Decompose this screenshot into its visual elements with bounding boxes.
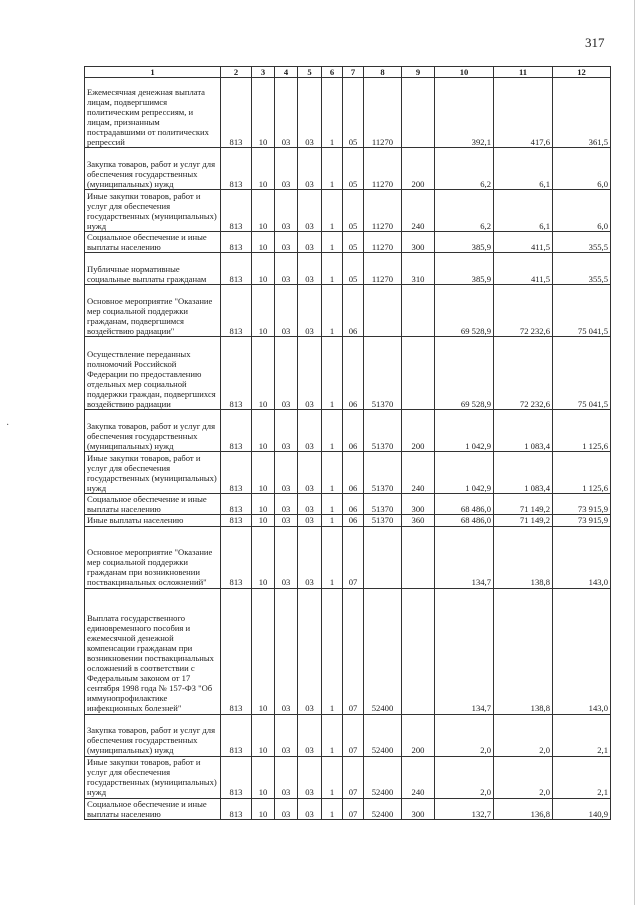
cell-direction: 11270 <box>364 253 402 285</box>
cell-amount-2020: 136,8 <box>494 798 553 819</box>
scan-dot: · <box>6 420 10 431</box>
cell-subsection: 10 <box>252 714 275 756</box>
cell-amount-2019: 2,0 <box>435 756 494 798</box>
cell-expense-type <box>402 285 435 337</box>
cell-type: 1 <box>322 494 343 515</box>
cell-type: 1 <box>322 78 343 148</box>
cell-amount-2019: 68 486,0 <box>435 515 494 526</box>
cell-expense-type: 300 <box>402 798 435 819</box>
cell-expense-type: 240 <box>402 756 435 798</box>
cell-amount-2020: 138,8 <box>494 526 553 588</box>
cell-subsection: 10 <box>252 515 275 526</box>
cell-amount-2020: 2,0 <box>494 714 553 756</box>
cell-section: 813 <box>221 78 252 148</box>
cell-amount-2019: 392,1 <box>435 78 494 148</box>
cell-subprogram: 03 <box>298 232 322 253</box>
table-row <box>85 410 611 452</box>
cell-subprogram: 03 <box>298 452 322 494</box>
cell-section: 813 <box>221 798 252 819</box>
cell-direction <box>364 526 402 588</box>
cell-direction: 11270 <box>364 148 402 190</box>
cell-type: 1 <box>322 190 343 232</box>
cell-event: 06 <box>343 494 364 515</box>
cell-amount-2020: 72 232,6 <box>494 337 553 410</box>
cell-type: 1 <box>322 588 343 714</box>
cell-program: 03 <box>275 78 298 148</box>
cell-amount-2019: 134,7 <box>435 588 494 714</box>
cell-subsection: 10 <box>252 410 275 452</box>
cell-event: 06 <box>343 515 364 526</box>
cell-name: Выплата государственного единовременного пособия и ежемесячной денежной компенсации гражданам при возникновении поствакцинальных осложнений в соответствии с Федеральным законом от 17 сентября 1998 года № 157-ФЗ "Об иммунопрофилактике инфекционных болезней" <box>85 588 221 714</box>
cell-amount-2019: 6,2 <box>435 148 494 190</box>
cell-subprogram: 03 <box>298 588 322 714</box>
cell-amount-2020: 71 149,2 <box>494 515 553 526</box>
cell-direction: 51370 <box>364 494 402 515</box>
cell-subsection: 10 <box>252 798 275 819</box>
table-row <box>85 798 611 819</box>
cell-expense-type: 300 <box>402 232 435 253</box>
cell-expense-type <box>402 337 435 410</box>
cell-amount-2020: 6,1 <box>494 190 553 232</box>
cell-amount-2020: 138,8 <box>494 588 553 714</box>
cell-direction: 52400 <box>364 798 402 819</box>
cell-subprogram: 03 <box>298 515 322 526</box>
cell-expense-type: 360 <box>402 515 435 526</box>
cell-type: 1 <box>322 285 343 337</box>
table-row <box>85 190 611 232</box>
cell-subprogram: 03 <box>298 253 322 285</box>
table-body <box>85 78 611 820</box>
cell-amount-2020: 2,0 <box>494 756 553 798</box>
cell-name: Закупка товаров, работ и услуг для обеспечения государственных (муниципальных) нужд <box>85 148 221 190</box>
table-row <box>85 515 611 526</box>
cell-expense-type <box>402 526 435 588</box>
cell-section: 813 <box>221 756 252 798</box>
cell-subprogram: 03 <box>298 190 322 232</box>
cell-section: 813 <box>221 232 252 253</box>
column-header-2: 2 <box>221 67 252 78</box>
cell-name: Ежемесячная денежная выплата лицам, подвергшимся политическим репрессиям, и лицам, признанным пострадавшими от политических репрессий <box>85 78 221 148</box>
cell-amount-2019: 6,2 <box>435 190 494 232</box>
column-header-12: 12 <box>553 67 611 78</box>
table-row <box>85 452 611 494</box>
cell-section: 813 <box>221 452 252 494</box>
cell-type: 1 <box>322 148 343 190</box>
cell-subprogram: 03 <box>298 714 322 756</box>
cell-amount-2021: 2,1 <box>553 756 611 798</box>
cell-subprogram: 03 <box>298 148 322 190</box>
cell-amount-2020: 417,6 <box>494 78 553 148</box>
cell-subsection: 10 <box>252 526 275 588</box>
cell-amount-2021: 73 915,9 <box>553 494 611 515</box>
cell-amount-2021: 75 041,5 <box>553 285 611 337</box>
table-row <box>85 148 611 190</box>
cell-event: 05 <box>343 253 364 285</box>
cell-type: 1 <box>322 232 343 253</box>
cell-section: 813 <box>221 410 252 452</box>
cell-direction <box>364 285 402 337</box>
cell-program: 03 <box>275 798 298 819</box>
table-row <box>85 337 611 410</box>
cell-direction: 11270 <box>364 232 402 253</box>
cell-subsection: 10 <box>252 232 275 253</box>
cell-amount-2021: 355,5 <box>553 232 611 253</box>
cell-amount-2019: 1 042,9 <box>435 410 494 452</box>
cell-amount-2019: 1 042,9 <box>435 452 494 494</box>
cell-name: Иные выплаты населению <box>85 515 221 526</box>
cell-program: 03 <box>275 148 298 190</box>
cell-event: 06 <box>343 337 364 410</box>
cell-amount-2020: 1 083,4 <box>494 410 553 452</box>
cell-program: 03 <box>275 714 298 756</box>
cell-program: 03 <box>275 190 298 232</box>
cell-subsection: 10 <box>252 285 275 337</box>
cell-expense-type <box>402 588 435 714</box>
cell-amount-2020: 6,1 <box>494 148 553 190</box>
cell-type: 1 <box>322 526 343 588</box>
column-header-7: 7 <box>343 67 364 78</box>
cell-subprogram: 03 <box>298 410 322 452</box>
cell-expense-type <box>402 78 435 148</box>
table-header-row <box>85 67 611 78</box>
cell-expense-type: 200 <box>402 410 435 452</box>
cell-subprogram: 03 <box>298 285 322 337</box>
cell-section: 813 <box>221 588 252 714</box>
cell-amount-2021: 73 915,9 <box>553 515 611 526</box>
cell-amount-2021: 361,5 <box>553 78 611 148</box>
column-header-5: 5 <box>298 67 322 78</box>
cell-section: 813 <box>221 337 252 410</box>
cell-event: 07 <box>343 526 364 588</box>
cell-amount-2021: 143,0 <box>553 526 611 588</box>
cell-direction: 51370 <box>364 452 402 494</box>
cell-type: 1 <box>322 410 343 452</box>
cell-type: 1 <box>322 253 343 285</box>
cell-subprogram: 03 <box>298 526 322 588</box>
cell-amount-2019: 132,7 <box>435 798 494 819</box>
cell-name: Социальное обеспечение и иные выплаты населению <box>85 798 221 819</box>
cell-subprogram: 03 <box>298 756 322 798</box>
cell-event: 07 <box>343 588 364 714</box>
cell-program: 03 <box>275 232 298 253</box>
budget-table <box>84 66 611 820</box>
cell-section: 813 <box>221 148 252 190</box>
cell-name: Иные закупки товаров, работ и услуг для обеспечения государственных (муниципальных) нужд <box>85 452 221 494</box>
table-row <box>85 714 611 756</box>
page-number: 317 <box>585 35 605 50</box>
cell-subsection: 10 <box>252 337 275 410</box>
cell-subsection: 10 <box>252 78 275 148</box>
column-header-1: 1 <box>85 67 221 78</box>
cell-direction: 51370 <box>364 515 402 526</box>
cell-subsection: 10 <box>252 494 275 515</box>
cell-event: 06 <box>343 452 364 494</box>
cell-subprogram: 03 <box>298 798 322 819</box>
cell-program: 03 <box>275 588 298 714</box>
table-row <box>85 756 611 798</box>
table-row <box>85 588 611 714</box>
cell-type: 1 <box>322 515 343 526</box>
cell-amount-2019: 68 486,0 <box>435 494 494 515</box>
table-row <box>85 526 611 588</box>
cell-amount-2021: 6,0 <box>553 190 611 232</box>
cell-program: 03 <box>275 452 298 494</box>
cell-amount-2019: 69 528,9 <box>435 285 494 337</box>
cell-amount-2021: 6,0 <box>553 148 611 190</box>
cell-event: 07 <box>343 756 364 798</box>
cell-program: 03 <box>275 337 298 410</box>
table-row <box>85 78 611 148</box>
table-row <box>85 253 611 285</box>
cell-direction: 52400 <box>364 756 402 798</box>
cell-type: 1 <box>322 798 343 819</box>
column-header-3: 3 <box>252 67 275 78</box>
cell-expense-type: 240 <box>402 190 435 232</box>
scan-edge-line <box>634 0 635 905</box>
cell-event: 05 <box>343 148 364 190</box>
cell-direction: 52400 <box>364 588 402 714</box>
cell-name: Основное мероприятие "Оказание мер социальной поддержки гражданам при возникновении поствакцинальных осложнений" <box>85 526 221 588</box>
table-row <box>85 232 611 253</box>
cell-section: 813 <box>221 515 252 526</box>
cell-subsection: 10 <box>252 756 275 798</box>
cell-event: 05 <box>343 232 364 253</box>
cell-expense-type: 300 <box>402 494 435 515</box>
cell-section: 813 <box>221 253 252 285</box>
cell-amount-2020: 411,5 <box>494 232 553 253</box>
cell-direction: 51370 <box>364 337 402 410</box>
cell-amount-2021: 355,5 <box>553 253 611 285</box>
cell-expense-type: 240 <box>402 452 435 494</box>
cell-name: Публичные нормативные социальные выплаты гражданам <box>85 253 221 285</box>
cell-name: Осуществление переданных полномочий Российской Федерации по предоставлению отдельных мер социальной поддержки граждан, подвергшихся воздействию радиации <box>85 337 221 410</box>
cell-program: 03 <box>275 410 298 452</box>
cell-subsection: 10 <box>252 253 275 285</box>
cell-program: 03 <box>275 526 298 588</box>
cell-expense-type: 200 <box>402 714 435 756</box>
cell-type: 1 <box>322 714 343 756</box>
cell-name: Закупка товаров, работ и услуг для обеспечения государственных (муниципальных) нужд <box>85 410 221 452</box>
column-header-4: 4 <box>275 67 298 78</box>
cell-subsection: 10 <box>252 190 275 232</box>
cell-amount-2020: 1 083,4 <box>494 452 553 494</box>
cell-name: Социальное обеспечение и иные выплаты населению <box>85 232 221 253</box>
cell-amount-2019: 385,9 <box>435 253 494 285</box>
cell-amount-2021: 75 041,5 <box>553 337 611 410</box>
cell-event: 05 <box>343 190 364 232</box>
cell-type: 1 <box>322 756 343 798</box>
cell-program: 03 <box>275 515 298 526</box>
column-header-9: 9 <box>402 67 435 78</box>
cell-subsection: 10 <box>252 148 275 190</box>
cell-subprogram: 03 <box>298 494 322 515</box>
cell-program: 03 <box>275 253 298 285</box>
cell-direction: 11270 <box>364 78 402 148</box>
cell-amount-2021: 2,1 <box>553 714 611 756</box>
cell-expense-type: 200 <box>402 148 435 190</box>
cell-amount-2019: 69 528,9 <box>435 337 494 410</box>
cell-event: 05 <box>343 78 364 148</box>
cell-program: 03 <box>275 756 298 798</box>
cell-direction: 11270 <box>364 190 402 232</box>
cell-amount-2020: 72 232,6 <box>494 285 553 337</box>
column-header-11: 11 <box>494 67 553 78</box>
cell-expense-type: 310 <box>402 253 435 285</box>
column-header-6: 6 <box>322 67 343 78</box>
cell-name: Закупка товаров, работ и услуг для обеспечения государственных (муниципальных) нужд <box>85 714 221 756</box>
cell-amount-2021: 140,9 <box>553 798 611 819</box>
cell-subsection: 10 <box>252 588 275 714</box>
cell-section: 813 <box>221 526 252 588</box>
cell-subprogram: 03 <box>298 78 322 148</box>
cell-program: 03 <box>275 494 298 515</box>
cell-amount-2020: 411,5 <box>494 253 553 285</box>
cell-direction: 52400 <box>364 714 402 756</box>
cell-name: Иные закупки товаров, работ и услуг для обеспечения государственных (муниципальных) нужд <box>85 190 221 232</box>
cell-amount-2021: 1 125,6 <box>553 410 611 452</box>
cell-type: 1 <box>322 452 343 494</box>
cell-section: 813 <box>221 190 252 232</box>
cell-amount-2021: 143,0 <box>553 588 611 714</box>
cell-amount-2020: 71 149,2 <box>494 494 553 515</box>
cell-event: 06 <box>343 285 364 337</box>
cell-name: Основное мероприятие "Оказание мер социальной поддержки гражданам, подвергшимся воздействию радиации" <box>85 285 221 337</box>
cell-name: Социальное обеспечение и иные выплаты населению <box>85 494 221 515</box>
cell-direction: 51370 <box>364 410 402 452</box>
column-header-8: 8 <box>364 67 402 78</box>
cell-name: Иные закупки товаров, работ и услуг для обеспечения государственных (муниципальных) нужд <box>85 756 221 798</box>
cell-section: 813 <box>221 285 252 337</box>
column-header-10: 10 <box>435 67 494 78</box>
cell-section: 813 <box>221 494 252 515</box>
table-row <box>85 494 611 515</box>
cell-amount-2019: 2,0 <box>435 714 494 756</box>
cell-event: 07 <box>343 714 364 756</box>
cell-event: 06 <box>343 410 364 452</box>
cell-subprogram: 03 <box>298 337 322 410</box>
cell-subsection: 10 <box>252 452 275 494</box>
cell-program: 03 <box>275 285 298 337</box>
cell-amount-2021: 1 125,6 <box>553 452 611 494</box>
cell-amount-2019: 134,7 <box>435 526 494 588</box>
table-row <box>85 285 611 337</box>
cell-event: 07 <box>343 798 364 819</box>
cell-amount-2019: 385,9 <box>435 232 494 253</box>
cell-section: 813 <box>221 714 252 756</box>
cell-type: 1 <box>322 337 343 410</box>
